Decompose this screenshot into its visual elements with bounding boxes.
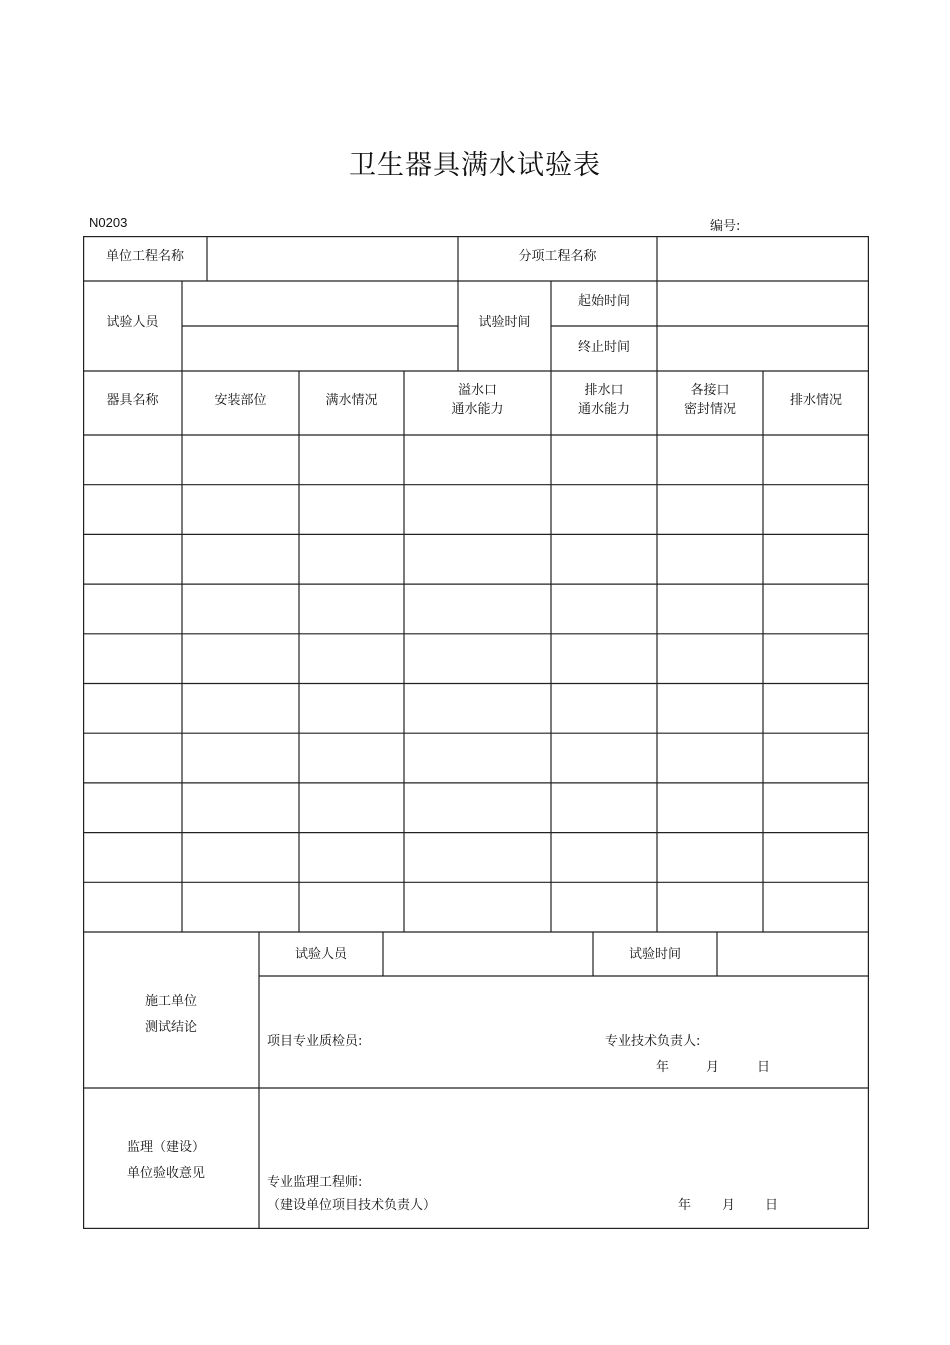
table-cell[interactable] — [551, 882, 657, 932]
supervision-month-label: 月 — [722, 1198, 736, 1213]
table-cell[interactable] — [657, 534, 763, 584]
table-cell[interactable] — [551, 833, 657, 883]
table-cell[interactable] — [657, 485, 763, 535]
table-cell[interactable] — [299, 485, 404, 535]
table-cell[interactable] — [182, 733, 299, 783]
quality-inspector-label: 项目专业质检员: — [267, 1034, 363, 1049]
test-time-label: 试验时间 — [478, 315, 531, 330]
table-cell[interactable] — [182, 833, 299, 883]
form-table — [83, 236, 869, 1229]
table-cell[interactable] — [657, 435, 763, 485]
table-cell[interactable] — [83, 534, 182, 584]
tester-field-2[interactable] — [182, 326, 458, 371]
table-cell[interactable] — [299, 534, 404, 584]
table-cell[interactable] — [763, 634, 869, 684]
page-title: 卫生器具满水试验表 — [349, 150, 601, 181]
table-cell[interactable] — [763, 534, 869, 584]
table-cell[interactable] — [551, 584, 657, 634]
table-cell[interactable] — [551, 634, 657, 684]
table-cell[interactable] — [404, 833, 551, 883]
construction-tester-field[interactable] — [383, 932, 593, 976]
owner-tech-lead-label: （建设单位项目技术负责人） — [267, 1198, 437, 1213]
table-cell[interactable] — [299, 584, 404, 634]
tester-label: 试验人员 — [106, 315, 159, 330]
table-cell[interactable] — [763, 733, 869, 783]
table-cell[interactable] — [763, 833, 869, 883]
table-cell[interactable] — [182, 882, 299, 932]
table-cell[interactable] — [83, 435, 182, 485]
construction-test-time-label: 试验时间 — [628, 947, 681, 962]
table-cell[interactable] — [657, 584, 763, 634]
supervision-opinion-label: 监理（建设） 单位验收意见 — [126, 1140, 205, 1181]
table-cell[interactable] — [657, 783, 763, 833]
start-time-field[interactable] — [657, 281, 869, 326]
table-cell[interactable] — [83, 833, 182, 883]
tester-field-1[interactable] — [182, 281, 458, 326]
construction-conclusion-label: 施工单位 测试结论 — [144, 994, 197, 1035]
table-cell[interactable] — [299, 833, 404, 883]
table-cell[interactable] — [657, 733, 763, 783]
form-code: N0203 — [89, 215, 128, 230]
col-joint-sealing: 各接口 密封情况 — [683, 383, 736, 417]
table-cell[interactable] — [299, 882, 404, 932]
col-drain-capacity: 排水口 通水能力 — [577, 383, 630, 417]
table-cell[interactable] — [299, 733, 404, 783]
table-cell[interactable] — [404, 435, 551, 485]
table-cell[interactable] — [83, 783, 182, 833]
table-cell[interactable] — [551, 435, 657, 485]
table-cell[interactable] — [657, 882, 763, 932]
serial-number-label: 编号: — [710, 219, 741, 234]
table-cell[interactable] — [83, 485, 182, 535]
table-cell[interactable] — [551, 783, 657, 833]
col-install-location: 安装部位 — [214, 393, 267, 408]
table-cell[interactable] — [404, 485, 551, 535]
table-cell[interactable] — [299, 783, 404, 833]
table-cell[interactable] — [404, 684, 551, 734]
table-cell[interactable] — [299, 435, 404, 485]
col-drainage-status: 排水情况 — [789, 393, 842, 408]
table-cell[interactable] — [404, 733, 551, 783]
table-cell[interactable] — [763, 684, 869, 734]
table-cell[interactable] — [404, 783, 551, 833]
table-cell[interactable] — [551, 733, 657, 783]
col-overflow-capacity: 溢水口 通水能力 — [451, 383, 504, 417]
table-cell[interactable] — [83, 882, 182, 932]
table-cell[interactable] — [404, 584, 551, 634]
sub-project-name-label: 分项工程名称 — [518, 249, 597, 264]
table-cell[interactable] — [182, 584, 299, 634]
construction-day-label: 日 — [757, 1060, 771, 1075]
table-cell[interactable] — [763, 435, 869, 485]
construction-month-label: 月 — [706, 1060, 720, 1075]
table-cell[interactable] — [551, 684, 657, 734]
table-cell[interactable] — [182, 634, 299, 684]
table-cell[interactable] — [763, 783, 869, 833]
supervision-day-label: 日 — [765, 1198, 779, 1213]
supervising-engineer-label: 专业监理工程师: — [267, 1175, 363, 1190]
end-time-label: 终止时间 — [577, 340, 630, 355]
table-cell[interactable] — [182, 485, 299, 535]
table-cell[interactable] — [299, 634, 404, 684]
col-fill-status: 满水情况 — [325, 393, 378, 408]
table-cell[interactable] — [299, 684, 404, 734]
table-cell[interactable] — [763, 584, 869, 634]
construction-test-time-field[interactable] — [717, 932, 869, 976]
table-cell[interactable] — [657, 833, 763, 883]
table-cell[interactable] — [763, 882, 869, 932]
construction-tester-label: 试验人员 — [294, 947, 347, 962]
supervision-year-label: 年 — [678, 1198, 692, 1213]
table-cell[interactable] — [404, 882, 551, 932]
table-cell[interactable] — [763, 485, 869, 535]
table-cell[interactable] — [83, 584, 182, 634]
table-cell[interactable] — [182, 435, 299, 485]
table-cell[interactable] — [551, 485, 657, 535]
table-cell[interactable] — [182, 684, 299, 734]
unit-project-name-field[interactable] — [207, 236, 458, 281]
table-cell[interactable] — [83, 684, 182, 734]
col-fixture-name: 器具名称 — [106, 393, 159, 408]
table-cell[interactable] — [182, 783, 299, 833]
sub-project-name-field[interactable] — [657, 236, 869, 281]
start-time-label: 起始时间 — [577, 294, 630, 309]
construction-year-label: 年 — [656, 1060, 670, 1075]
unit-project-name-label: 单位工程名称 — [105, 249, 184, 264]
table-cell[interactable] — [657, 684, 763, 734]
table-cell[interactable] — [404, 534, 551, 584]
tech-lead-label: 专业技术负责人: — [605, 1034, 701, 1049]
table-cell[interactable] — [83, 634, 182, 684]
table-cell[interactable] — [657, 634, 763, 684]
table-cell[interactable] — [404, 634, 551, 684]
table-cell[interactable] — [83, 733, 182, 783]
end-time-field[interactable] — [657, 326, 869, 371]
table-cell[interactable] — [182, 534, 299, 584]
table-cell[interactable] — [551, 534, 657, 584]
